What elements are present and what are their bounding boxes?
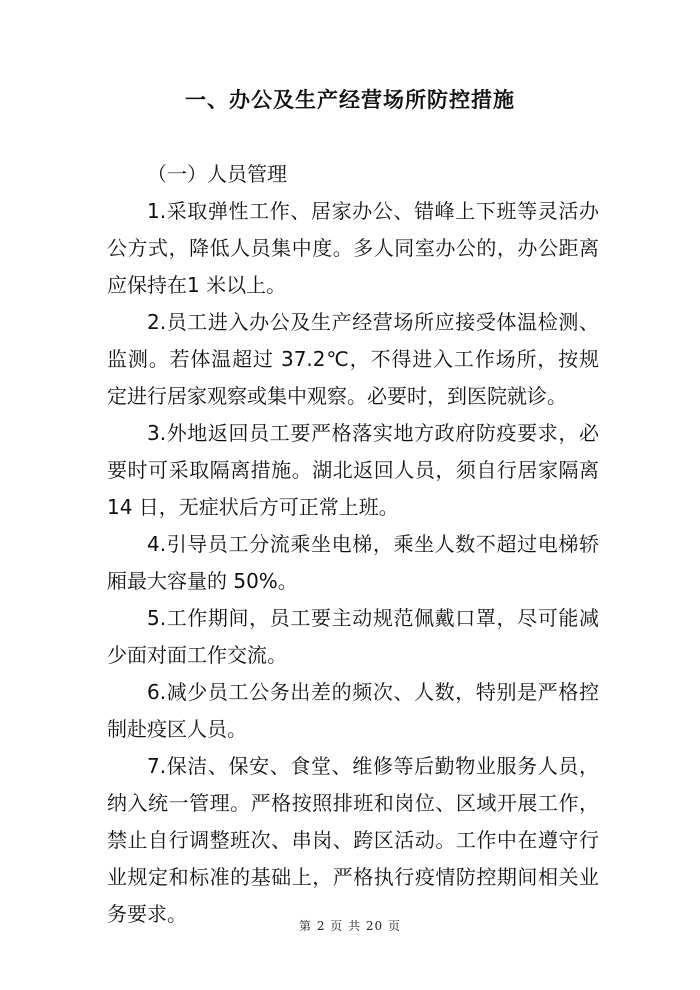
paragraph-5: 5.工作期间，员工要主动规范佩戴口罩，尽可能减少面对面工作交流。 <box>107 606 599 667</box>
paragraph-3: 3.外地返回员工要严格落实地方政府防疫要求，必要时可采取隔离措施。湖北返回人员，须自行居家隔离 14 日，无症状后方可正常上班。 <box>107 421 599 519</box>
page-number-footer: 第 2 页 共 20 页 <box>299 919 401 933</box>
paragraph-2: 2.员工进入办公及生产经营场所应接受体温检测、监测。若体温超过 37.2℃，不得进入工作场所，按规定进行居家观察或集中观察。必要时，到医院就诊。 <box>107 310 599 408</box>
paragraph-7: 7.保洁、保安、食堂、维修等后勤物业服务人员，纳入统一管理。严格按照排班和岗位、区域开展工作，禁止自行调整班次、串岗、跨区活动。工作中在遵守行业规定和标准的基础上，严格执行疫情防控期间相关业务要求。 <box>107 754 599 926</box>
section-heading: （一）人员管理 <box>147 162 287 186</box>
paragraph-6: 6.减少员工公务出差的频次、人数，特别是严格控制赴疫区人员。 <box>107 680 599 741</box>
page-title: 一、办公及生产经营场所防控措施 <box>185 88 515 112</box>
paragraph-1: 1.采取弹性工作、居家办公、错峰上下班等灵活办公方式，降低人员集中度。多人同室办公的，办公距离应保持在1 米以上。 <box>107 199 599 297</box>
document-body <box>107 156 599 933</box>
paragraph-4: 4.引导员工分流乘坐电梯，乘坐人数不超过电梯轿厢最大容量的 50%。 <box>107 532 599 593</box>
